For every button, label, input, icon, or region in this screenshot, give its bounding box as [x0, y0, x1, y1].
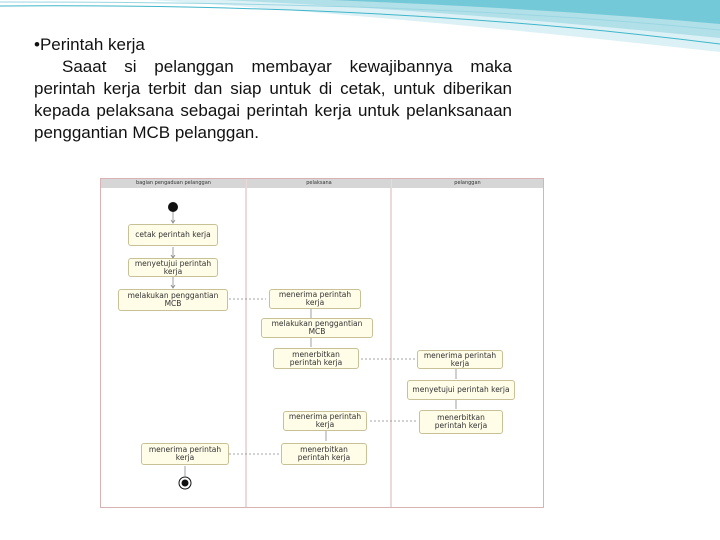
- activity-5: melakukan penggantian MCB: [261, 318, 373, 338]
- activity-3: melakukan penggantian MCB: [118, 289, 228, 311]
- activity-4: menerima perintah kerja: [269, 289, 361, 309]
- activity-diagram: [100, 178, 544, 508]
- description-paragraph: Saaat si pelanggan membayar kewajibannya maka perintah kerja terbit dan siap untuk di cetak, untuk diberikan kepada pelaksana sebagai perintah kerja untuk pelanksanaan penggantian MCB pelanggan.: [34, 57, 512, 142]
- activity-11: menerima perintah kerja: [141, 443, 229, 465]
- activity-2: menyetujui perintah kerja: [128, 258, 218, 277]
- activity-6: menerbitkan perintah kerja: [273, 348, 359, 369]
- bullet-heading: [34, 34, 512, 56]
- activity-9: menerima perintah kerja: [283, 411, 367, 431]
- activity-10: menerbitkan perintah kerja: [419, 410, 503, 434]
- bullet-symbol: •: [34, 35, 40, 54]
- lane-header-3: pelanggan: [392, 179, 543, 188]
- heading-text: Perintah kerja: [39, 35, 145, 54]
- lane-header-1: bagian pengaduan pelanggan: [101, 179, 246, 188]
- activity-12: menerbitkan perintah kerja: [281, 443, 367, 465]
- activity-8: menyetujui perintah kerja: [407, 380, 515, 400]
- activity-7: menerima perintah kerja: [417, 350, 503, 369]
- lane-header-2: pelaksana: [247, 179, 391, 188]
- body-text: [34, 34, 512, 144]
- activity-1: cetak perintah kerja: [128, 224, 218, 246]
